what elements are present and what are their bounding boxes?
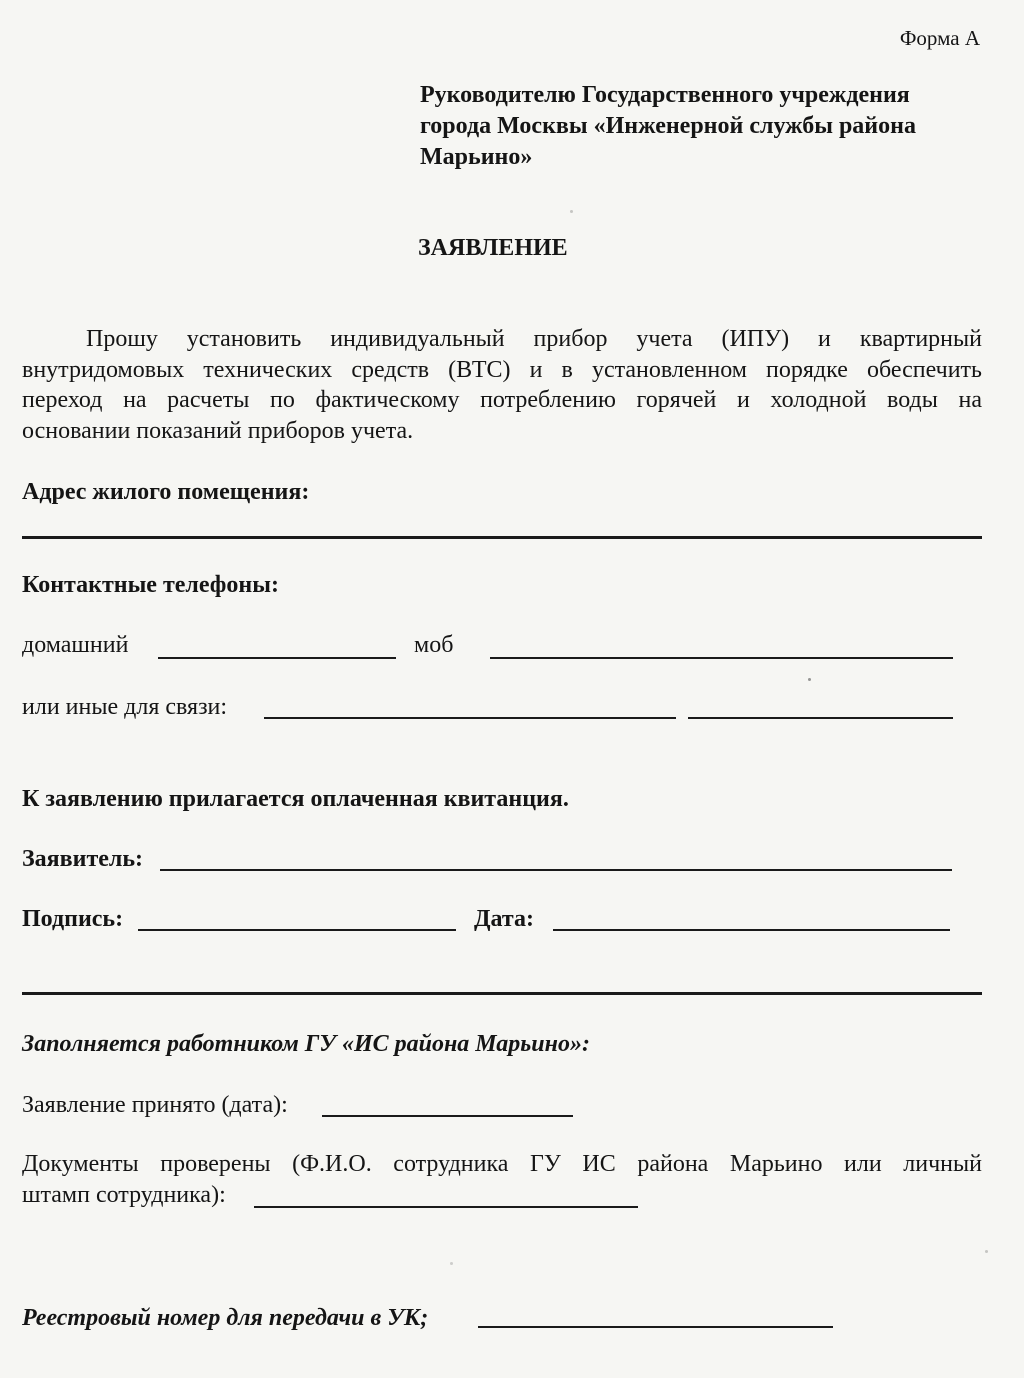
scan-speck	[570, 210, 573, 213]
other-contacts-label: или иные для связи:	[22, 694, 228, 720]
staff-section-heading: Заполняется работником ГУ «ИС района Марьино»:	[22, 1031, 590, 1057]
mobile-phone-label: моб	[414, 632, 454, 658]
applicant-input-line[interactable]	[160, 869, 952, 871]
form-label: Форма А	[899, 26, 980, 50]
registry-number-input-line[interactable]	[478, 1326, 833, 1328]
home-phone-input-line[interactable]	[158, 657, 396, 659]
scan-speck	[985, 1250, 988, 1253]
date-input-line[interactable]	[553, 929, 950, 931]
documents-checked-input-line[interactable]	[254, 1206, 638, 1208]
mobile-phone-input-line[interactable]	[490, 657, 953, 659]
documents-checked-block	[22, 1149, 982, 1211]
received-date-label: Заявление принято (дата):	[22, 1092, 288, 1118]
scan-speck	[808, 678, 811, 681]
paragraph-line-3: переход на расчеты по фактическому потреблению горячей и холодной воды на	[22, 387, 982, 413]
attachment-note: К заявлению прилагается оплаченная квитанция.	[22, 786, 569, 812]
home-phone-label: домашний	[22, 632, 129, 658]
date-label: Дата:	[474, 906, 534, 932]
addressee-block	[420, 80, 990, 173]
other-contacts-input-line-2[interactable]	[688, 717, 953, 719]
addressee-line-2: города Москвы «Инженерной службы района	[420, 113, 916, 139]
signature-input-line[interactable]	[138, 929, 456, 931]
addressee-line-3: Марьино»	[420, 144, 533, 170]
signature-label: Подпись:	[22, 906, 124, 932]
other-contacts-input-line-1[interactable]	[264, 717, 676, 719]
registry-number-label: Реестровый номер для передачи в УК;	[22, 1305, 429, 1331]
documents-checked-line-2: штамп сотрудника):	[22, 1182, 226, 1208]
document-title: ЗАЯВЛЕНИЕ	[418, 235, 568, 261]
request-paragraph	[22, 324, 982, 446]
addressee-line-1: Руководителю Государственного учреждения	[420, 82, 910, 108]
paragraph-line-1: Прошу установить индивидуальный прибор учета (ИПУ) и квартирный	[86, 326, 982, 352]
received-date-input-line[interactable]	[322, 1115, 573, 1117]
address-input-line[interactable]	[22, 536, 982, 539]
contact-phones-label: Контактные телефоны:	[22, 572, 279, 598]
applicant-label: Заявитель:	[22, 846, 144, 872]
documents-checked-line-1: Документы проверены (Ф.И.О. сотрудника ГУ ИС района Марьино или личный	[22, 1151, 982, 1177]
section-divider	[22, 992, 982, 995]
address-label: Адрес жилого помещения:	[22, 479, 310, 505]
paragraph-line-2: внутридомовых технических средств (ВТС) и в установленном порядке обеспечить	[22, 356, 982, 383]
scan-speck	[450, 1262, 453, 1265]
paragraph-line-4: основании показаний приборов учета.	[22, 417, 414, 444]
